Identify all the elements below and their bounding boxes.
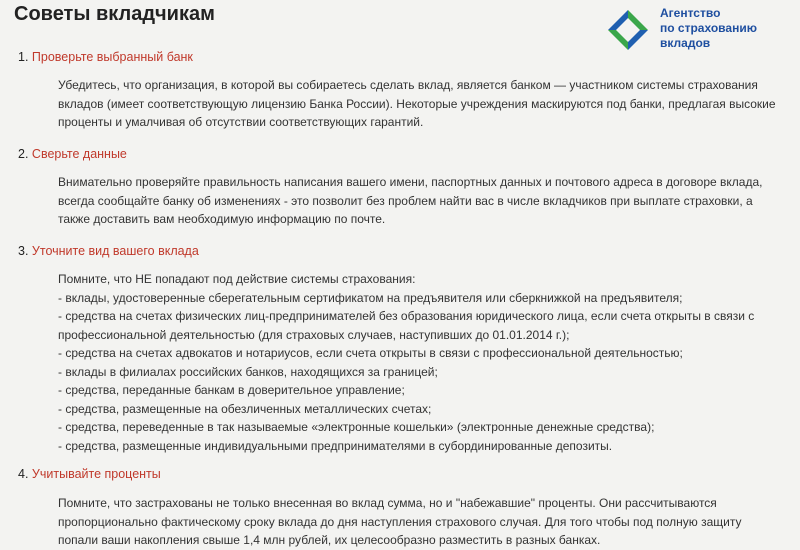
list-item: - средства на счетах физических лиц-предпринимателей без образования юридического лица, если счета открыты в связи с	[58, 309, 755, 323]
section-3-intro: Помните, что НЕ попадают под действие системы страхования:	[58, 272, 416, 286]
section-1-line: Убедитесь, что организация, в которой вы собираетесь сделать вклад, является банком — участником системы страхования	[58, 78, 758, 92]
list-item: - средства на счетах адвокатов и нотариусов, если счета открыты в связи с профессиональной деятельностью;	[58, 346, 683, 360]
list-item: - средства, размещенные на обезличенных металлических счетах;	[58, 401, 432, 416]
section-2-line: также доставить вам необходимую информацию по почте.	[58, 212, 386, 226]
exclusions-list	[58, 289, 778, 456]
section-1-title: Проверьте выбранный банк	[31, 50, 193, 64]
section-2-line: всегда сообщайте банку об изменениях - это позволит без проблем найти вас в числе вкладчиков при выплате страховки, а	[58, 193, 753, 208]
section-4-line: пропорционально фактическому сроку вклада до дня наступления страхового случая. Для того чтобы под полную защиту	[58, 514, 742, 529]
section-2-heading	[18, 147, 127, 161]
section-3-number: 3.	[18, 244, 29, 258]
section-4-heading	[18, 467, 161, 481]
section-2-line: Внимательно проверяйте правильность написания вашего имени, паспортных данных и почтового адреса в договоре вклада,	[58, 175, 763, 189]
logo-line-3: вкладов	[660, 36, 711, 50]
section-4-title: Учитывайте проценты	[31, 467, 161, 481]
logo-line-1: Агентство	[660, 6, 721, 20]
section-1-heading	[18, 50, 193, 64]
section-2-title: Сверьте данные	[31, 147, 127, 161]
section-1-line: вкладов (имеет соответствующую лицензию Банка России). Некоторые учреждения маскируются под банки, предлагая высокие	[58, 96, 776, 111]
asv-logo	[606, 6, 796, 52]
logo-line-2: по страхованию	[660, 21, 757, 35]
section-3-heading	[18, 244, 199, 258]
section-1-line: проценты и умалчивая об отсутствии соответствующих гарантий.	[58, 115, 424, 129]
list-item: - средства, переданные банкам в доверительное управление;	[58, 383, 405, 397]
asv-logo-icon	[606, 8, 650, 52]
section-2-number: 2.	[18, 147, 29, 161]
page-title: Советы вкладчикам	[14, 3, 215, 25]
list-item: профессиональной деятельностью (для страховых случаев, наступивших до 01.01.2014 г.);	[58, 327, 570, 342]
section-3-title: Уточните вид вашего вклада	[31, 244, 199, 258]
asv-logo-text	[660, 6, 757, 51]
section-1-body	[58, 76, 778, 132]
section-2-body	[58, 173, 778, 229]
section-3-body	[58, 270, 778, 455]
section-4-line: Помните, что застрахованы не только внесенная во вклад сумма, но и "набежавшие" проценты. Они рассчитываются	[58, 496, 717, 510]
section-4-line: попали ваши накопления свыше 1,4 млн рублей, их целесообразно разместить в разных банках.	[58, 533, 601, 547]
list-item: - средства, переведенные в так называемые «электронные кошельки» (электронные денежные средства);	[58, 420, 655, 434]
list-item: - вклады в филиалах российских банков, находящихся за границей;	[58, 364, 438, 379]
section-1-number: 1.	[18, 50, 29, 64]
list-item: - средства, размещенные индивидуальными предпринимателями в субординированные депозиты.	[58, 438, 613, 453]
section-4-number: 4.	[18, 467, 29, 481]
section-4-body	[58, 494, 778, 550]
list-item: - вклады, удостоверенные сберегательным сертификатом на предъявителя или сберкнижкой на предъявителя;	[58, 290, 683, 305]
